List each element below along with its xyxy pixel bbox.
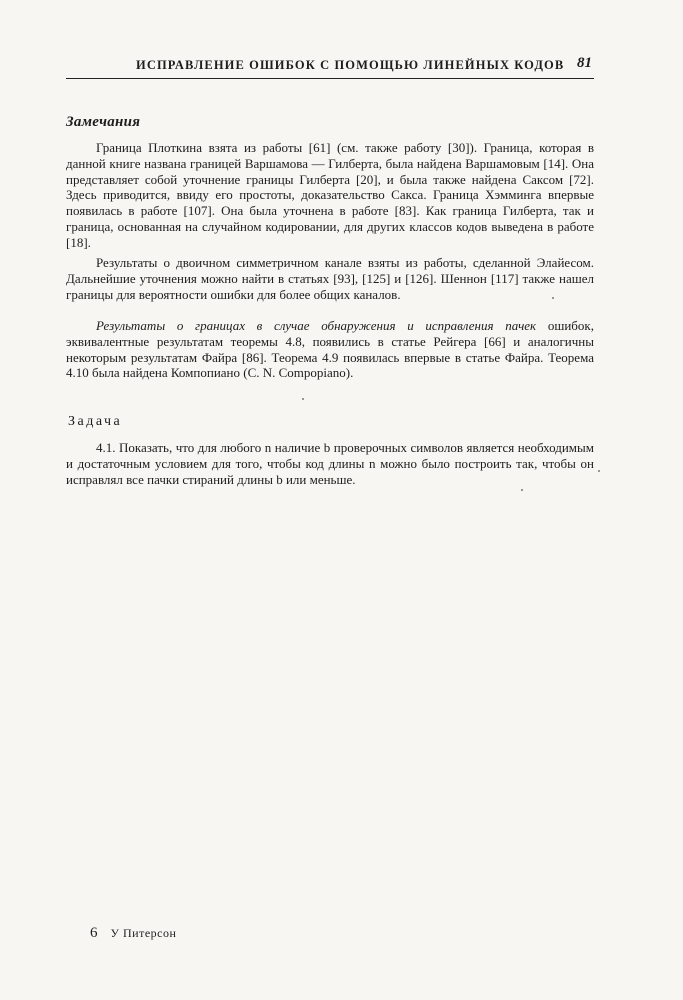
remarks-paragraph-3	[66, 318, 594, 381]
remarks-paragraph-1: Граница Плоткина взята из работы [61] (см. также работу [30]). Граница, которая в данной книге названа границей Варшамова — Гилберта, была найдена Варшамовым [14]. Она представляет собой уточнение границы Гилберта [20], и была также найдена Саксом [72]. Здесь приводится, ввиду его простоты, доказательство Сакса. Граница Хэмминга впервые появилась в работе [107]. Она была уточнена в работе [83]. Как граница Гилберта, так и граница, основанная на случайном кодировании, для других классов кодов выведена в работе [18].	[66, 140, 594, 250]
signature-mark: 6	[90, 925, 98, 941]
remarks-paragraph-3-lead: Результаты о границах в случае обнаружения и исправления пачек	[96, 318, 537, 333]
running-header	[66, 55, 594, 79]
task-paragraph: 4.1. Показать, что для любого n наличие b проверочных символов является необходимым и достаточным условием для того, чтобы код длины n можно было построить так, чтобы он исправлял все пачки стираний длины b или меньше.	[66, 440, 594, 487]
scan-speck	[598, 470, 600, 472]
task-heading: Задача	[68, 414, 123, 429]
remarks-paragraph-2: Результаты о двоичном симметричном канале взяты из работы, сделанной Элайесом. Дальнейшие уточнения можно найти в статьях [93], [125] и [126]. Шеннон [117] также нашел границы для вероятности ошибки для более общих каналов.	[66, 255, 594, 302]
author-footer: У Питерсон	[110, 926, 177, 940]
page-number: 81	[577, 55, 592, 71]
scan-speck	[521, 489, 523, 491]
scan-speck	[302, 398, 304, 400]
scan-speck	[552, 297, 554, 299]
running-title: ИСПРАВЛЕНИЕ ОШИБОК С ПОМОЩЬЮ ЛИНЕЙНЫХ КОДОВ	[136, 58, 565, 72]
section-heading: Замечания	[66, 114, 141, 130]
page-footer	[90, 925, 176, 942]
remarks-paragraph-3-rest: ошибок, эквивалентные результатам теоремы 4.8, появились в статье Рейгера [66] и аналогичны некоторым результатам Файра [86]. Теорема 4.9 появилась впервые в статье Файра. Теорема 4.10 была найдена Компопиано (C. N. Compopiano).	[66, 318, 594, 381]
